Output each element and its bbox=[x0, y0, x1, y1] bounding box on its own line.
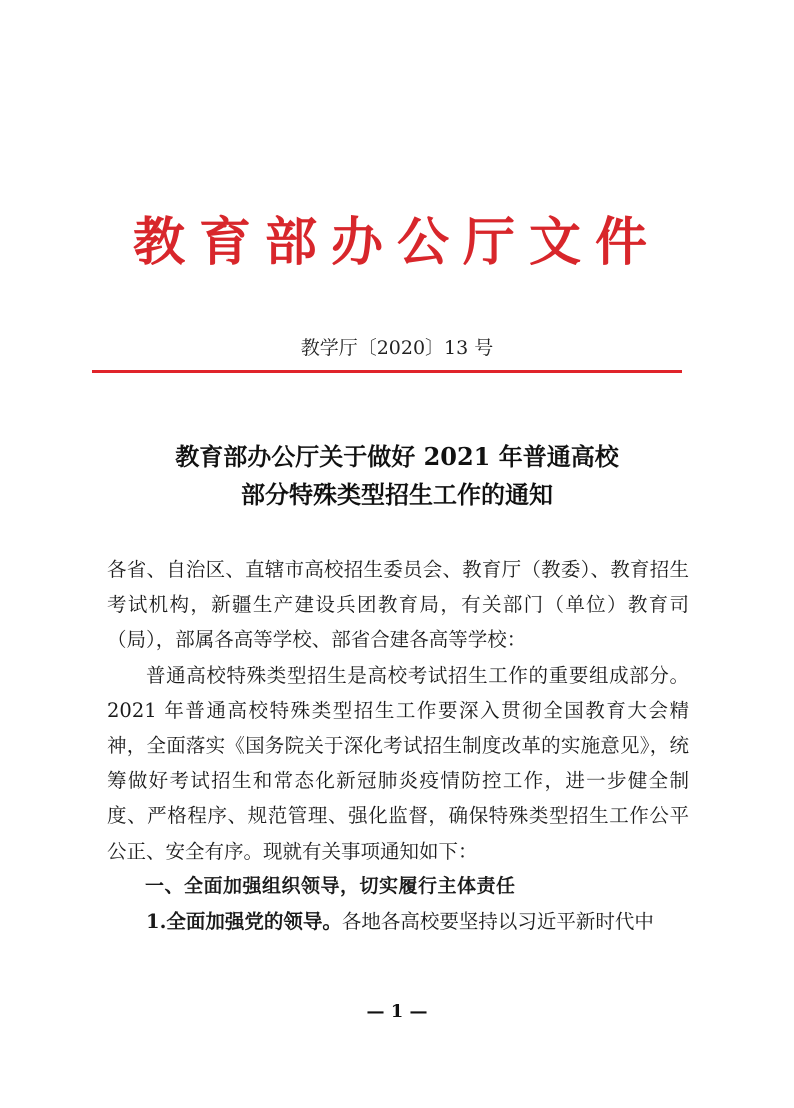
issuing-authority-header: 教育部办公厅文件 bbox=[132, 212, 661, 273]
item-1-text: 各地各高校要坚持以习近平新时代中 bbox=[341, 910, 654, 934]
page-number: — 1 — bbox=[366, 1001, 428, 1022]
item-1-lead: 1.全面加强党的领导。 bbox=[146, 910, 342, 934]
title-line-2: 部分特殊类型招生工作的通知 bbox=[241, 480, 553, 509]
title-line-1: 教育部办公厅关于做好 2021 年普通高校 bbox=[175, 442, 619, 471]
document-title bbox=[90, 438, 704, 514]
item-1-paragraph bbox=[107, 904, 689, 939]
intro-paragraph: 普通高校特殊类型招生是高校考试招生工作的重要组成部分。2021 年普通高校特殊类型招生工作要深入贯彻全国教育大会精神，全面落实《国务院关于深化考试招生制度改革的实施意见》，统筹做好考试招生和常态化新冠肺炎疫情防控工作，进一步健全制度、严格程序、规范管理、强化监督，确保特殊类型招生工作公平公正、安全有序。现就有关事项通知如下： bbox=[107, 663, 689, 863]
addressee-paragraph: 各省、自治区、直辖市高校招生委员会、教育厅（教委）、教育招生考试机构，新疆生产建设兵团教育局，有关部门（单位）教育司（局），部属各高等学校、部省合建各高等学校： bbox=[107, 558, 689, 652]
document-body bbox=[107, 552, 689, 939]
section-heading-1: 一、全面加强组织领导，切实履行主体责任 bbox=[145, 874, 516, 897]
red-separator-line bbox=[92, 370, 682, 373]
document-number: 教学厅〔2020〕13 号 bbox=[300, 337, 494, 359]
